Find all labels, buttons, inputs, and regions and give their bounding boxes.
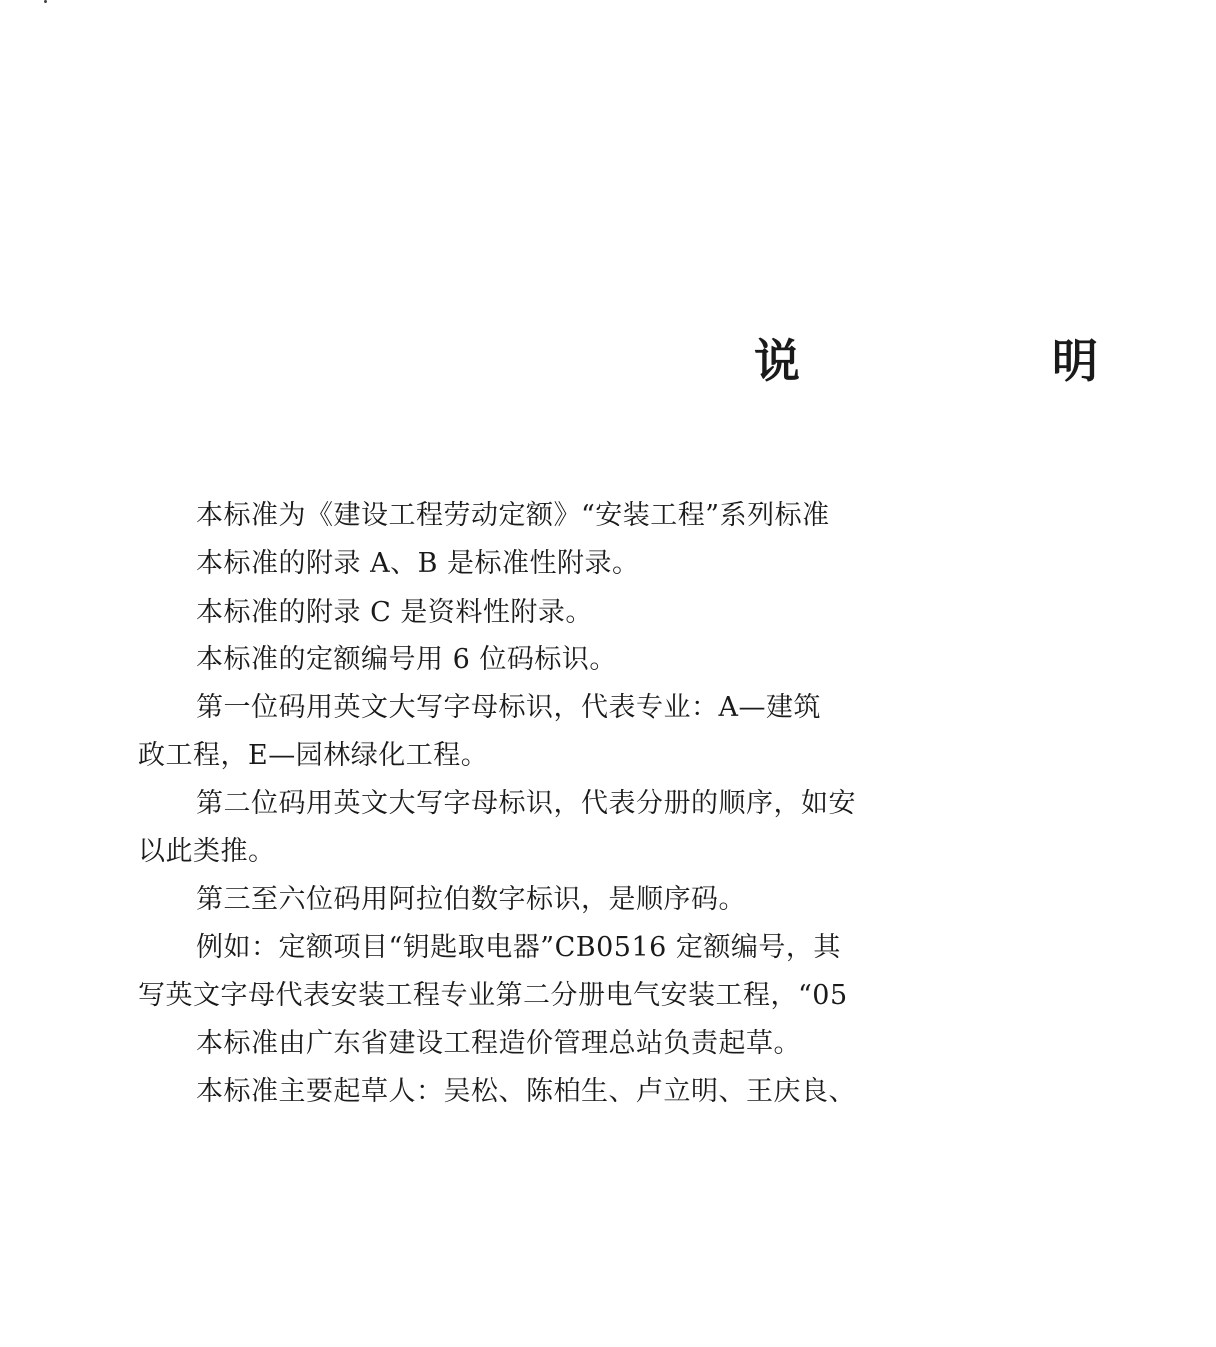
paragraph-line-2: 本标准的附录 A、B 是标准性附录。: [196, 548, 640, 579]
paragraph-line-7: 第二位码用英文大写字母标识，代表分册的顺序，如安: [196, 788, 856, 819]
paragraph-line-12: 本标准由广东省建设工程造价管理总站负责起草。: [196, 1028, 801, 1059]
page-mark: [44, 0, 47, 3]
paragraph-line-9: 第三至六位码用阿拉伯数字标识，是顺序码。: [196, 884, 746, 915]
page-title: 说 明: [754, 334, 1216, 388]
paragraph-line-4: 本标准的定额编号用 6 位码标识。: [196, 644, 617, 675]
paragraph-line-10: 例如：定额项目“钥匙取电器”CB0516 定额编号，其: [196, 932, 841, 963]
paragraph-line-5: 第一位码用英文大写字母标识，代表专业：A—建筑: [196, 692, 821, 723]
paragraph-line-1: 本标准为《建设工程劳动定额》“安装工程”系列标准: [196, 500, 830, 531]
paragraph-line-13: 本标准主要起草人：吴松、陈柏生、卢立明、王庆良、: [196, 1076, 856, 1107]
paragraph-line-11: 写英文字母代表安装工程专业第二分册电气安装工程，“05: [138, 980, 848, 1011]
paragraph-line-8: 以此类推。: [138, 836, 276, 867]
paragraph-line-3: 本标准的附录 C 是资料性附录。: [196, 597, 593, 628]
paragraph-line-6: 政工程，E—园林绿化工程。: [138, 740, 489, 771]
